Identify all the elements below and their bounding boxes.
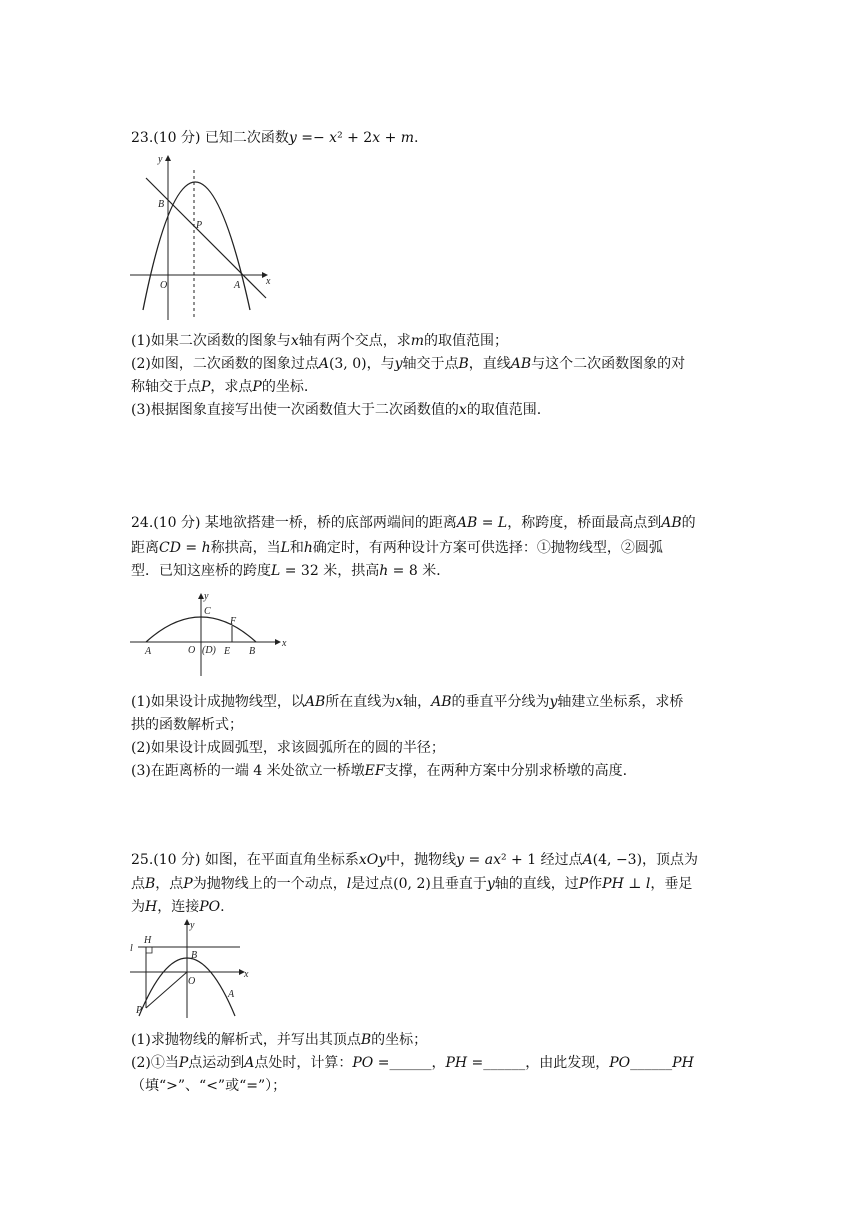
q25-part1: (1)求抛物线的解析式，并写出其顶点𝐵的坐标； [131, 1032, 428, 1048]
q25-label-h: H [144, 935, 152, 946]
q24-label-f: F [230, 616, 237, 627]
q23-part2-line1: (2)如图，二次函数的图象过点𝐴(3, 0)，与𝑦轴交于点𝐵，直线𝐴𝐵与这个二次函数图象的对 [131, 356, 686, 372]
q23-y-arrow [165, 155, 171, 161]
q23-label-b: B [158, 199, 165, 210]
q23-part2-line2: 称轴交于点𝑃，求点𝑃的坐标. [131, 379, 309, 395]
q24-x-arrow [275, 639, 281, 645]
q24-label-a: A [145, 646, 152, 657]
q25-label-a: A [228, 989, 235, 1000]
q25-part2-line1: (2)①当𝑃点运动到𝐴点处时，计算：𝑃𝑂 =______，𝑃𝐻 =______，由此发现，𝑃𝑂______𝑃𝐻 [131, 1055, 694, 1071]
q25-line1: 25.(10 分) 如图，在平面直角坐标系𝑥𝑂𝑦中，抛物线𝑦 = 𝑎𝑥² + 1 经过点𝐴(4, −3)，顶点为 [131, 852, 699, 868]
q24-line3: 型．已知这座桥的跨度𝐿 = 32 米，拱高ℎ = 8 米． [131, 563, 451, 579]
q25-line3: 为𝐻，连接𝑃𝑂. [131, 899, 225, 915]
q25-part2-line2: （填“>”、“<”或“=”）； [131, 1078, 287, 1094]
q23-label-y: y [158, 154, 163, 165]
q25-label-x: x [244, 969, 249, 980]
q24-part1-line1: (1)如果设计成抛物线型，以𝐴𝐵所在直线为𝑥轴，𝐴𝐵的垂直平分线为𝑦轴建立坐标系，求桥 [131, 694, 684, 710]
q23-figure [128, 150, 278, 322]
q24-part1-line2: 拱的函数解析式； [131, 717, 243, 733]
q25-label-p: P [136, 1005, 143, 1016]
q25-line2: 点𝐵，点𝑃为抛物线上的一个动点，𝑙是过点(0, 2)且垂直于𝑦轴的直线，过𝑃作𝑃𝐻 ⊥ 𝑙，垂足 [131, 876, 693, 892]
q25-label-o: O [188, 976, 196, 987]
q24-label-c: C [204, 606, 211, 617]
q24-label-d: (D) [202, 645, 216, 656]
q25-figure [128, 918, 252, 1020]
q23-label-x: x [266, 276, 271, 287]
q23-label-a: A [234, 280, 241, 291]
q24-figure [128, 590, 293, 680]
q24-label-x: x [282, 638, 287, 649]
q23-label-o: O [160, 280, 168, 291]
q24-label-e: E [224, 646, 231, 657]
q24-line1: 24.(10 分) 某地欲搭建一桥，桥的底部两端间的距离𝐴𝐵 = 𝐿，称跨度，桥面最高点到𝐴𝐵的 [131, 515, 696, 531]
q24-line2: 距离𝐶𝐷 = ℎ称拱高，当𝐿和ℎ确定时，有两种设计方案可供选择：①抛物线型，②圆弧 [131, 540, 663, 556]
q23-part1: (1)如果二次函数的图象与𝑥轴有两个交点，求𝑚的取值范围； [131, 333, 509, 349]
q24-label-b: B [249, 646, 256, 657]
q25-segment-po [146, 972, 187, 1008]
q24-part3: (3)在距离桥的一端 4 米处欲立一桥墩𝐸𝐹支撑，在两种方案中分别求桥墩的高度. [131, 763, 628, 779]
q23-label-p: P [196, 220, 203, 231]
q25-label-b: B [191, 950, 198, 961]
q23-header: 23.(10 分) 已知二次函数𝑦 =− 𝑥² + 2𝑥 + 𝑚. [131, 130, 419, 146]
q25-label-l: l [130, 943, 133, 954]
q24-label-y: y [204, 591, 209, 602]
q25-right-angle-mark [146, 947, 152, 953]
q23-part3: (3)根据图象直接写出使一次函数值大于二次函数值的𝑥的取值范围. [131, 402, 542, 418]
q24-label-o: O [188, 645, 196, 656]
q24-part2: (2)如果设计成圆弧型，求该圆弧所在的圆的半径； [131, 740, 445, 756]
q25-label-y: y [190, 920, 195, 931]
